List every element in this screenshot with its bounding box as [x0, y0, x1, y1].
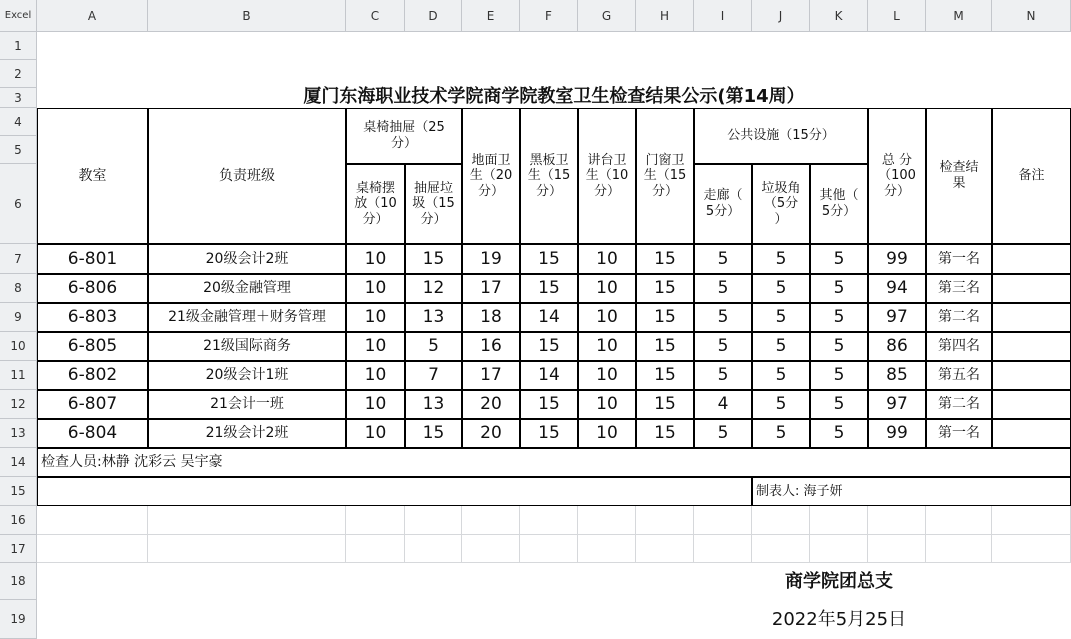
data-cell-board[interactable]: 15 [520, 332, 578, 361]
data-cell-room[interactable]: 6-806 [37, 274, 148, 303]
row-header[interactable]: 7 [0, 244, 37, 274]
header-board[interactable]: 黑板卫 生（15 分） [520, 108, 578, 244]
data-cell-board[interactable]: 14 [520, 361, 578, 390]
data-cell-window[interactable]: 15 [636, 390, 694, 419]
empty-cell[interactable] [520, 535, 578, 563]
row-header[interactable]: 12 [0, 390, 37, 419]
data-cell-class[interactable]: 21级金融管理＋财务管理 [148, 303, 346, 332]
empty-cell[interactable] [148, 506, 346, 535]
empty-cell[interactable] [578, 506, 636, 535]
data-cell-drawer[interactable]: 15 [405, 244, 462, 274]
empty-cell[interactable] [752, 535, 810, 563]
data-cell-note[interactable] [992, 244, 1071, 274]
row-header[interactable]: 3 [0, 88, 37, 108]
row-header[interactable]: 15 [0, 477, 37, 506]
header-desk-group[interactable]: 桌椅抽屉（25 分） [346, 108, 462, 164]
data-cell-corridor[interactable]: 5 [694, 361, 752, 390]
data-cell-note[interactable] [992, 303, 1071, 332]
empty-cell[interactable] [926, 535, 992, 563]
empty-cell[interactable] [992, 506, 1071, 535]
empty-cell[interactable] [810, 506, 868, 535]
data-cell-desk[interactable]: 10 [346, 332, 405, 361]
empty-cell[interactable] [926, 506, 992, 535]
data-cell-other[interactable]: 5 [810, 274, 868, 303]
data-cell-room[interactable]: 6-802 [37, 361, 148, 390]
header-podium[interactable]: 讲台卫 生（10 分） [578, 108, 636, 244]
column-header[interactable]: A [37, 0, 148, 32]
data-cell-result[interactable]: 第四名 [926, 332, 992, 361]
data-cell-result[interactable]: 第五名 [926, 361, 992, 390]
data-cell-trash[interactable]: 5 [752, 274, 810, 303]
data-cell-class[interactable]: 21级会计2班 [148, 419, 346, 448]
empty-cell[interactable] [462, 535, 520, 563]
data-cell-desk[interactable]: 10 [346, 419, 405, 448]
empty-cell[interactable] [462, 506, 520, 535]
data-cell-drawer[interactable]: 13 [405, 303, 462, 332]
data-cell-board[interactable]: 15 [520, 390, 578, 419]
date-label[interactable]: 2022年5月25日 [752, 600, 926, 639]
row-header[interactable]: 2 [0, 60, 37, 88]
data-cell-class[interactable]: 21会计一班 [148, 390, 346, 419]
data-cell-total[interactable]: 97 [868, 303, 926, 332]
row-header[interactable]: 13 [0, 419, 37, 448]
data-cell-board[interactable]: 15 [520, 419, 578, 448]
column-header[interactable]: J [752, 0, 810, 32]
data-cell-class[interactable]: 20级会计1班 [148, 361, 346, 390]
data-cell-desk[interactable]: 10 [346, 390, 405, 419]
empty-cell[interactable] [405, 535, 462, 563]
maker-label[interactable]: 制表人: 海子妍 [752, 477, 1071, 506]
data-cell-window[interactable]: 15 [636, 274, 694, 303]
data-cell-corridor[interactable]: 5 [694, 244, 752, 274]
data-cell-other[interactable]: 5 [810, 332, 868, 361]
data-cell-board[interactable]: 15 [520, 244, 578, 274]
data-cell-window[interactable]: 15 [636, 303, 694, 332]
column-header[interactable]: M [926, 0, 992, 32]
data-cell-room[interactable]: 6-807 [37, 390, 148, 419]
data-cell-total[interactable]: 85 [868, 361, 926, 390]
column-header[interactable]: I [694, 0, 752, 32]
header-floor[interactable]: 地面卫 生（20 分） [462, 108, 520, 244]
data-cell-floor[interactable]: 20 [462, 419, 520, 448]
data-cell-floor[interactable]: 19 [462, 244, 520, 274]
data-cell-podium[interactable]: 10 [578, 303, 636, 332]
data-cell-drawer[interactable]: 12 [405, 274, 462, 303]
header-trash[interactable]: 垃圾角 （5分 ） [752, 164, 810, 244]
data-cell-note[interactable] [992, 419, 1071, 448]
data-cell-room[interactable]: 6-801 [37, 244, 148, 274]
data-cell-note[interactable] [992, 332, 1071, 361]
data-cell-note[interactable] [992, 361, 1071, 390]
header-desk-place[interactable]: 桌椅摆 放（10 分） [346, 164, 405, 244]
data-cell-corridor[interactable]: 5 [694, 303, 752, 332]
data-cell-total[interactable]: 86 [868, 332, 926, 361]
data-cell-floor[interactable]: 17 [462, 274, 520, 303]
data-cell-podium[interactable]: 10 [578, 244, 636, 274]
data-cell-total[interactable]: 99 [868, 244, 926, 274]
row-header[interactable]: 8 [0, 274, 37, 303]
empty-cell[interactable] [694, 506, 752, 535]
data-cell-trash[interactable]: 5 [752, 244, 810, 274]
empty-cell[interactable] [37, 535, 148, 563]
header-result[interactable]: 检查结 果 [926, 108, 992, 244]
column-header[interactable]: N [992, 0, 1071, 32]
data-cell-total[interactable]: 99 [868, 419, 926, 448]
header-note[interactable]: 备注 [992, 108, 1071, 244]
data-cell-corridor[interactable]: 5 [694, 332, 752, 361]
column-header[interactable]: H [636, 0, 694, 32]
empty-cell[interactable] [405, 506, 462, 535]
data-cell-note[interactable] [992, 274, 1071, 303]
empty-cell[interactable] [636, 535, 694, 563]
row-header[interactable]: 1 [0, 32, 37, 60]
data-cell-note[interactable] [992, 390, 1071, 419]
empty-cell[interactable] [992, 535, 1071, 563]
data-cell-trash[interactable]: 5 [752, 303, 810, 332]
data-cell-window[interactable]: 15 [636, 244, 694, 274]
data-cell-floor[interactable]: 17 [462, 361, 520, 390]
data-cell-podium[interactable]: 10 [578, 390, 636, 419]
data-cell-total[interactable]: 97 [868, 390, 926, 419]
row-header[interactable]: 16 [0, 506, 37, 535]
data-cell-class[interactable]: 21级国际商务 [148, 332, 346, 361]
data-cell-trash[interactable]: 5 [752, 390, 810, 419]
data-cell-corridor[interactable]: 4 [694, 390, 752, 419]
empty-cell[interactable] [636, 506, 694, 535]
column-header[interactable]: F [520, 0, 578, 32]
data-cell-board[interactable]: 14 [520, 303, 578, 332]
data-cell-floor[interactable]: 18 [462, 303, 520, 332]
row-header[interactable]: 6 [0, 164, 37, 244]
header-drawer[interactable]: 抽屉垃 圾（15 分） [405, 164, 462, 244]
row-header[interactable]: 9 [0, 303, 37, 332]
data-cell-room[interactable]: 6-804 [37, 419, 148, 448]
data-cell-result[interactable]: 第三名 [926, 274, 992, 303]
empty-cell[interactable] [578, 535, 636, 563]
data-cell-drawer[interactable]: 13 [405, 390, 462, 419]
empty-cell[interactable] [694, 535, 752, 563]
data-cell-desk[interactable]: 10 [346, 361, 405, 390]
header-class[interactable]: 负责班级 [148, 108, 346, 244]
org-label[interactable]: 商学院团总支 [752, 563, 926, 600]
data-cell-result[interactable]: 第一名 [926, 419, 992, 448]
data-cell-class[interactable]: 20级会计2班 [148, 244, 346, 274]
data-cell-room[interactable]: 6-805 [37, 332, 148, 361]
data-cell-result[interactable]: 第二名 [926, 303, 992, 332]
data-cell-other[interactable]: 5 [810, 419, 868, 448]
sheet-title[interactable]: 厦门东海职业技术学院商学院教室卫生检查结果公示(第14周） [37, 32, 1071, 108]
row-header[interactable]: 4 [0, 108, 37, 136]
empty-cell[interactable] [148, 535, 346, 563]
select-all-corner[interactable]: Excel [0, 0, 37, 32]
data-cell-floor[interactable]: 16 [462, 332, 520, 361]
data-cell-podium[interactable]: 10 [578, 361, 636, 390]
row-header[interactable]: 18 [0, 563, 37, 600]
header-window[interactable]: 门窗卫 生（15 分） [636, 108, 694, 244]
row-header[interactable]: 14 [0, 448, 37, 477]
header-room[interactable]: 教室 [37, 108, 148, 244]
data-cell-desk[interactable]: 10 [346, 274, 405, 303]
empty-cell[interactable] [868, 506, 926, 535]
data-cell-podium[interactable]: 10 [578, 274, 636, 303]
column-header[interactable]: L [868, 0, 926, 32]
row-header[interactable]: 19 [0, 600, 37, 639]
column-header[interactable]: E [462, 0, 520, 32]
empty-cell[interactable] [37, 506, 148, 535]
data-cell-trash[interactable]: 5 [752, 361, 810, 390]
data-cell-floor[interactable]: 20 [462, 390, 520, 419]
empty-cell[interactable] [810, 535, 868, 563]
data-cell-drawer[interactable]: 15 [405, 419, 462, 448]
data-cell-other[interactable]: 5 [810, 244, 868, 274]
data-cell-window[interactable]: 15 [636, 419, 694, 448]
data-cell-podium[interactable]: 10 [578, 419, 636, 448]
data-cell-desk[interactable]: 10 [346, 303, 405, 332]
data-cell-class[interactable]: 20级金融管理 [148, 274, 346, 303]
row-header[interactable]: 17 [0, 535, 37, 563]
inspectors-label[interactable]: 检查人员:林静 沈彩云 吴宇豪 [37, 448, 1071, 477]
empty-cell[interactable] [752, 506, 810, 535]
data-cell-result[interactable]: 第一名 [926, 244, 992, 274]
data-cell-result[interactable]: 第二名 [926, 390, 992, 419]
data-cell-corridor[interactable]: 5 [694, 274, 752, 303]
column-header[interactable]: D [405, 0, 462, 32]
empty-cell[interactable] [868, 535, 926, 563]
row15-blank[interactable] [37, 477, 752, 506]
data-cell-trash[interactable]: 5 [752, 332, 810, 361]
data-cell-drawer[interactable]: 7 [405, 361, 462, 390]
empty-cell[interactable] [520, 506, 578, 535]
data-cell-board[interactable]: 15 [520, 274, 578, 303]
empty-cell[interactable] [346, 506, 405, 535]
data-cell-other[interactable]: 5 [810, 303, 868, 332]
data-cell-desk[interactable]: 10 [346, 244, 405, 274]
column-header[interactable]: K [810, 0, 868, 32]
data-cell-other[interactable]: 5 [810, 390, 868, 419]
data-cell-total[interactable]: 94 [868, 274, 926, 303]
data-cell-drawer[interactable]: 5 [405, 332, 462, 361]
data-cell-window[interactable]: 15 [636, 332, 694, 361]
empty-cell[interactable] [346, 535, 405, 563]
header-total[interactable]: 总 分 （100 分） [868, 108, 926, 244]
header-corridor[interactable]: 走廊（ 5分） [694, 164, 752, 244]
data-cell-window[interactable]: 15 [636, 361, 694, 390]
data-cell-trash[interactable]: 5 [752, 419, 810, 448]
row-header[interactable]: 11 [0, 361, 37, 390]
row-header[interactable]: 10 [0, 332, 37, 361]
data-cell-podium[interactable]: 10 [578, 332, 636, 361]
data-cell-room[interactable]: 6-803 [37, 303, 148, 332]
header-public-group[interactable]: 公共设施（15分） [694, 108, 868, 164]
row-header[interactable]: 5 [0, 136, 37, 164]
header-other[interactable]: 其他（ 5分） [810, 164, 868, 244]
column-header[interactable]: C [346, 0, 405, 32]
data-cell-other[interactable]: 5 [810, 361, 868, 390]
column-header[interactable]: B [148, 0, 346, 32]
data-cell-corridor[interactable]: 5 [694, 419, 752, 448]
column-header[interactable]: G [578, 0, 636, 32]
